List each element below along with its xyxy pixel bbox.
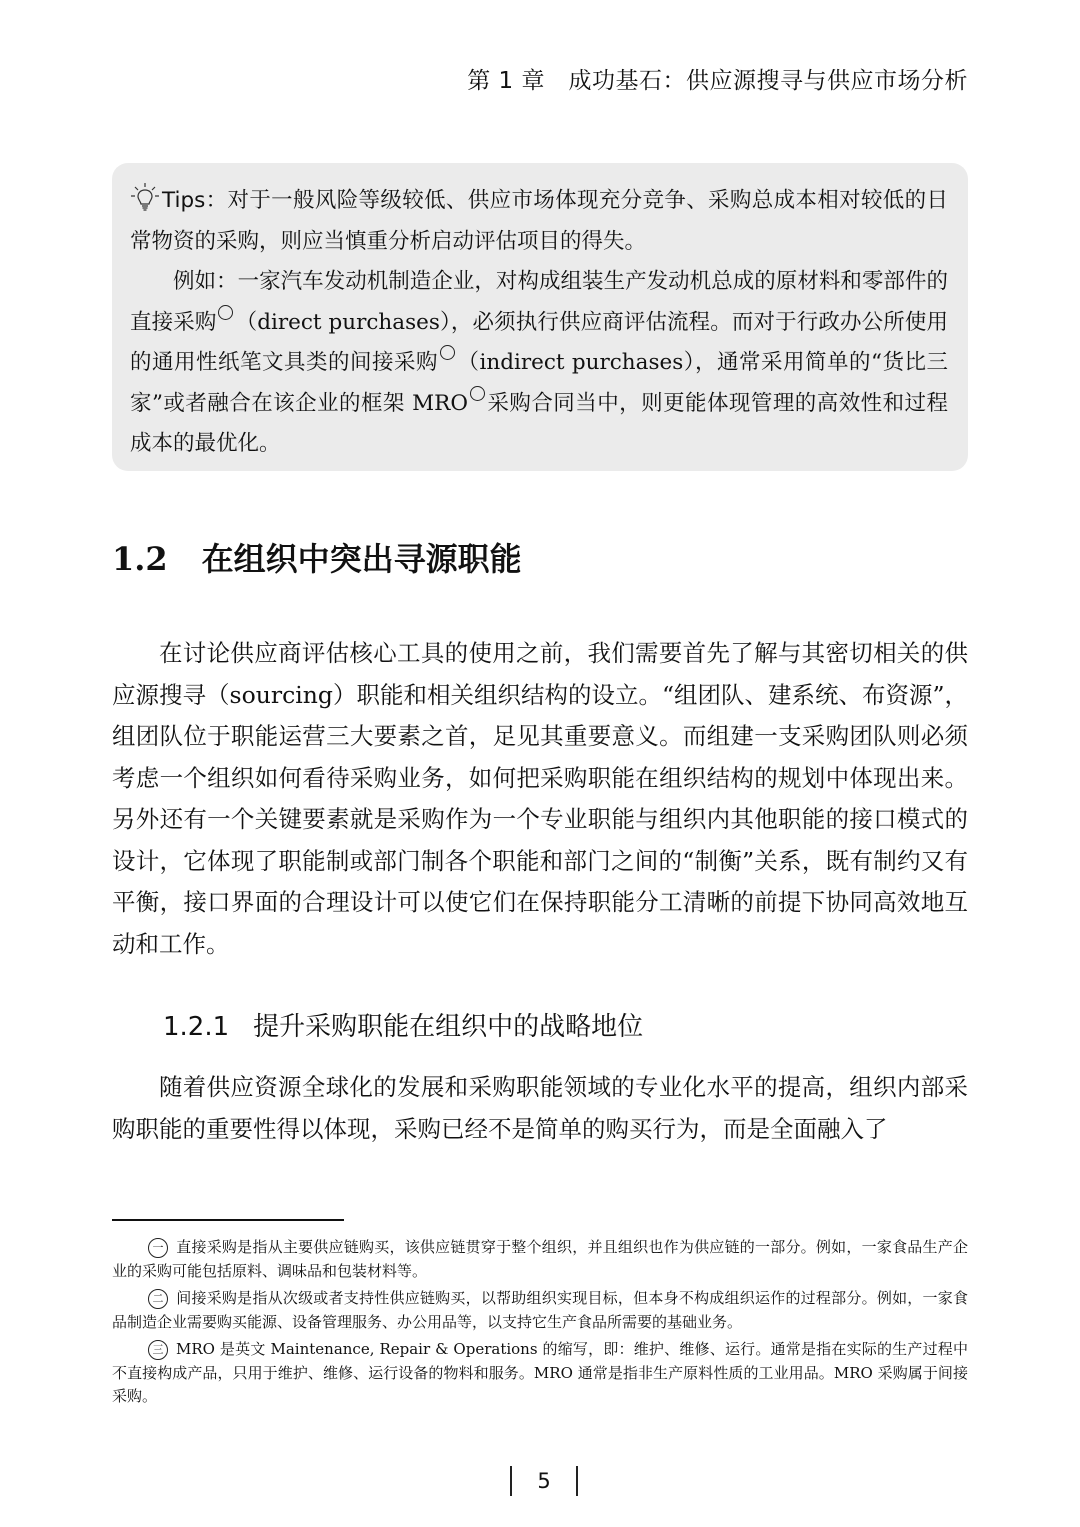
footnote-marker: 三 [148,1340,168,1360]
footnote-divider [112,1219,344,1221]
tips-label: Tips： [162,188,228,213]
footnote-ref-1 [218,309,233,323]
footnote-2 [112,1287,968,1334]
lightbulb-icon [130,181,160,213]
footnote-text: 间接采购是指从次级或者支持性供应链购买，以帮助组织实现目标，但本身不构成组织运作的过程部分。例如，一家食品制造企业需要购买能源、设备管理服务、办公用品等，以支持它生产食品所需要的基础业务。 [112,1289,968,1331]
section-title: 在组织中突出寻源职能 [201,540,522,578]
footnote-ref-2 [440,349,455,363]
tips-example-part-4: 采购合同当中，则更能体现管理的高效性和过程成本的最优化。 [130,390,948,456]
tips-example-part-3: （indirect purchases），通常采用简单的“货比三家”或者融合在该企业的框架 MRO [130,350,948,416]
subsection-title: 提升采购职能在组织中的战略地位 [253,1012,644,1042]
footnote-text: MRO 是英文 Maintenance, Repair & Operations 的缩写，即：维护、维修、运行。通常是指在实际的生产过程中不直接构成产品，只用于维护、维修、运行设备的物料和服务。MRO 通常是指非生产原料性质的工业用品。MRO 采购属于间接采购。 [112,1340,968,1405]
section-heading [112,534,522,580]
footnotes [112,1236,968,1413]
footnote-ref-3 [470,390,485,404]
tips-example-part-1: 例如：一家汽车发动机制造企业，对构成组装生产发动机总成的原材料和零部件的直接采购 [130,269,948,335]
section-body [112,633,968,965]
footnote-text: 直接采购是指从主要供应链购买，该供应链贯穿于整个组织，并且组织也作为供应链的一部分。例如，一家食品生产企业的采购可能包括原料、调味品和包装材料等。 [112,1238,968,1280]
subsection-body [112,1067,968,1150]
footnote-marker: 一 [148,1238,168,1258]
tips-example-part-2: （direct purchases），必须执行供应商评估流程。而对于行政办公所使用的通用性纸笔文具类的间接采购 [130,309,948,375]
page-number: 5 [510,1466,578,1496]
section-paragraph: 在讨论供应商评估核心工具的使用之前，我们需要首先了解与其密切相关的供应源搜寻（sourcing）职能和相关组织结构的设立。“组团队、建系统、布资源”，组团队位于职能运营三大要素之首，足见其重要意义。而组建一支采购团队则必须考虑一个组织如何看待采购业务，如何把采购职能在组织结构的规划中体现出来。另外还有一个关键要素就是采购作为一个专业职能与组织内其他职能的接口模式的设计，它体现了职能制或部门制各个职能和部门之间的“制衡”关系，既有制约又有平衡，接口界面的合理设计可以使它们在保持职能分工清晰的前提下协同高效地互动和工作。 [112,639,968,958]
section-number: 1.2 [112,540,168,578]
footnote-3 [112,1338,968,1409]
running-header: 第 1 章 成功基石：供应源搜寻与供应市场分析 [467,68,968,94]
tips-first-paragraph [130,181,948,262]
subsection-paragraph: 随着供应资源全球化的发展和采购职能领域的专业化水平的提高，组织内部采购职能的重要性得以体现，采购已经不是简单的购买行为，而是全面融入了 [112,1073,968,1143]
footnote-marker: 二 [148,1289,168,1309]
footnote-1 [112,1236,968,1283]
footnote-circle-icon [218,305,233,320]
subsection-heading [163,1006,643,1043]
tips-box [112,163,968,471]
subsection-number: 1.2.1 [163,1012,230,1042]
tips-example-paragraph [130,262,948,465]
tips-text: 对于一般风险等级较低、供应市场体现充分竞争、采购总成本相对较低的日常物资的采购，则应当慎重分析启动评估项目的得失。 [130,188,948,254]
footnote-circle-icon [440,345,455,360]
footnote-circle-icon [470,386,485,401]
